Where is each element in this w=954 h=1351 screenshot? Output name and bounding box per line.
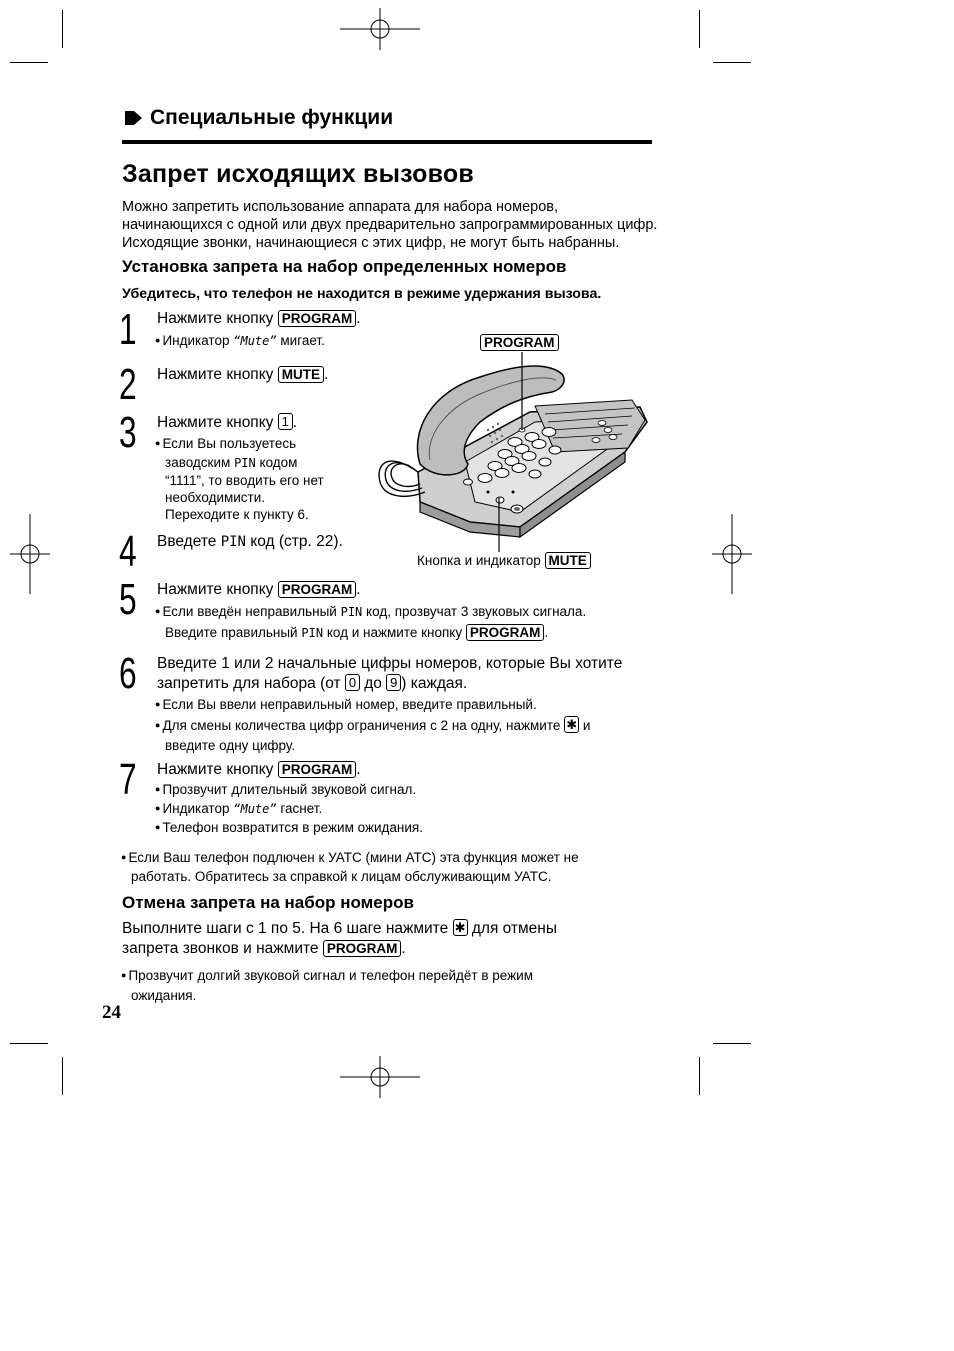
program-key: PROGRAM xyxy=(480,334,559,351)
note-text: Переходите к пункту 6. xyxy=(165,507,309,522)
step-text: Нажмите кнопку PROGRAM . xyxy=(157,310,361,327)
crop-mark xyxy=(699,1057,700,1095)
note-text: необходимисти. xyxy=(165,490,266,505)
step-line: Введите 1 или 2 начальные цифры номеров, которые Вы хотите xyxy=(157,655,623,672)
note-text: ● Телефон возвратится в режим ожидания. xyxy=(155,819,423,838)
step-note xyxy=(155,435,385,523)
cancel-line: запрета звонков и нажмите PROGRAM . xyxy=(122,940,406,957)
step-note xyxy=(155,603,586,642)
cancel-heading: Отмена запрета на набор номеров xyxy=(122,893,414,912)
program-key: PROGRAM xyxy=(278,761,357,778)
program-key: PROGRAM xyxy=(278,310,357,327)
note-text: ● Для смены количества цифр ограничения с 2 на одну, нажмите xyxy=(155,718,560,733)
cancel-label: для отмены xyxy=(471,920,558,937)
intro-paragraph xyxy=(122,198,662,252)
lcd-text: PIN xyxy=(301,626,324,640)
crop-mark xyxy=(62,1057,63,1095)
registration-mark xyxy=(340,1056,420,1098)
note-text: Введите правильный xyxy=(165,625,298,640)
lcd-text: “Mute” xyxy=(233,334,277,348)
key-1: 1 xyxy=(278,413,293,430)
step-label: Нажмите кнопку xyxy=(157,414,274,431)
arrow-right-icon xyxy=(122,107,144,129)
step-label: запретить для набора (от xyxy=(157,675,341,692)
heading-rule xyxy=(122,140,652,144)
note-text: работать. Обратитесь за справкой к лицам обслуживающим УАТС. xyxy=(131,869,552,884)
note-text: код, прозвучат 3 звуковых сигнала. xyxy=(366,604,587,619)
step-number: 6 xyxy=(119,649,137,698)
step-label: Нажмите кнопку xyxy=(157,310,274,327)
note-text: “1111”, то вводить его нет xyxy=(165,473,324,488)
registration-mark xyxy=(340,8,420,50)
cancel-label: Выполните шаги с 1 по 5. На 6 шаге нажмите xyxy=(122,920,449,937)
step-number: 1 xyxy=(119,305,137,354)
note-text: мигает. xyxy=(280,333,325,348)
step-number: 5 xyxy=(119,575,137,624)
crop-mark xyxy=(62,10,63,48)
pbx-note xyxy=(121,849,579,885)
registration-mark xyxy=(712,514,752,594)
step-label: код (стр. 22). xyxy=(250,533,343,550)
step-note xyxy=(155,781,423,838)
key-9: 9 xyxy=(386,674,401,691)
step-label: ) каждая. xyxy=(401,675,468,692)
step-text: Нажмите кнопку MUTE . xyxy=(157,366,329,383)
step-text xyxy=(157,654,622,694)
caption-text: Кнопка и индикатор xyxy=(417,553,541,568)
lcd-text: PIN xyxy=(340,605,363,619)
note-text: кодом xyxy=(259,455,298,470)
crop-mark xyxy=(10,62,48,63)
key-0: 0 xyxy=(345,674,360,691)
note-text: код и нажмите кнопку xyxy=(326,625,463,640)
note-text: введите одну цифру. xyxy=(165,738,296,753)
lcd-text: “Mute” xyxy=(233,802,277,816)
step-note xyxy=(155,696,590,754)
note-line: Введите правильный PIN код и нажмите кнопку PROGRAM . xyxy=(165,625,549,640)
step-number: 4 xyxy=(119,527,137,576)
step-number: 7 xyxy=(119,755,137,804)
lcd-text: PIN xyxy=(220,534,246,550)
step-text xyxy=(157,532,343,552)
telephone-illustration xyxy=(370,352,655,557)
key-star: ✱ xyxy=(453,919,468,936)
step-text: Нажмите кнопку PROGRAM . xyxy=(157,581,361,598)
lcd-text: PIN xyxy=(234,456,256,470)
note-text: ● Если Вы пользуетесь xyxy=(155,435,385,454)
step-text: Нажмите кнопку PROGRAM . xyxy=(157,761,361,778)
note-text: ожидания. xyxy=(131,988,197,1003)
intro-line: начинающихся с одной или двух предварительно запрограммированных цифр. xyxy=(122,217,658,233)
crop-mark xyxy=(699,10,700,48)
cancel-line xyxy=(122,919,557,939)
step-text: Нажмите кнопку 1 . xyxy=(157,414,298,431)
note-line xyxy=(155,800,423,819)
registration-mark xyxy=(10,514,50,594)
note-line xyxy=(155,603,586,622)
note-text: заводским xyxy=(165,455,231,470)
setup-heading: Установка запрета на набор определенных номеров xyxy=(122,257,567,276)
page-number: 24 xyxy=(102,1002,121,1023)
cancel-label: запрета звонков и нажмите xyxy=(122,940,319,957)
note-text: ● Прозвучит длительный звуковой сигнал. xyxy=(155,781,423,800)
note-text: ● Если Ваш телефон подлючен к УАТС (мини АТС) эта функция может не xyxy=(121,849,579,868)
crop-mark xyxy=(713,62,751,63)
note-text: ● Прозвучит долгий звуковой сигнал и телефон перейдёт в режим xyxy=(121,967,533,986)
step-label: до xyxy=(364,675,382,692)
note-text: ● Индикатор xyxy=(155,801,229,816)
setup-warning: Убедитесь, что телефон не находится в режиме удержания вызова. xyxy=(122,286,602,302)
figure-mute-caption xyxy=(417,552,591,569)
note-text: ● Индикатор xyxy=(155,333,229,348)
mute-key: MUTE xyxy=(278,366,324,383)
intro-line: Исходящие звонки, начинающиеся с этих цифр, не могут быть набранны. xyxy=(122,235,620,251)
step-label: Нажмите кнопку xyxy=(157,581,274,598)
step-line xyxy=(157,674,622,694)
note-text: ● Если введён неправильный xyxy=(155,604,337,619)
page-title: Запрет исходящих вызовов xyxy=(122,160,474,188)
figure-program-label xyxy=(480,334,559,352)
program-key: PROGRAM xyxy=(466,624,545,641)
program-key: PROGRAM xyxy=(323,940,402,957)
intro-line: Можно запретить использование аппарата для набора номеров, xyxy=(122,199,559,215)
cancel-note xyxy=(121,967,533,1004)
mute-key: MUTE xyxy=(545,552,591,569)
key-star: ✱ xyxy=(564,716,579,733)
step-number: 3 xyxy=(119,408,137,457)
step-label: Введете xyxy=(157,533,217,550)
cancel-text xyxy=(122,919,557,959)
note-line xyxy=(155,454,385,472)
note-line xyxy=(155,716,590,736)
note-text: ● Если Вы ввели неправильный номер, введите правильный. xyxy=(155,696,590,715)
crop-mark xyxy=(713,1043,751,1044)
section-heading xyxy=(122,106,393,130)
step-number: 2 xyxy=(119,360,137,409)
crop-mark xyxy=(10,1043,48,1044)
program-key: PROGRAM xyxy=(278,581,357,598)
step-label: Нажмите кнопку xyxy=(157,366,274,383)
note-text: и xyxy=(582,718,591,733)
step-note xyxy=(155,332,325,351)
section-title: Специальные функции xyxy=(150,106,394,129)
step-label: Нажмите кнопку xyxy=(157,761,274,778)
note-text: гаснет. xyxy=(280,801,323,816)
